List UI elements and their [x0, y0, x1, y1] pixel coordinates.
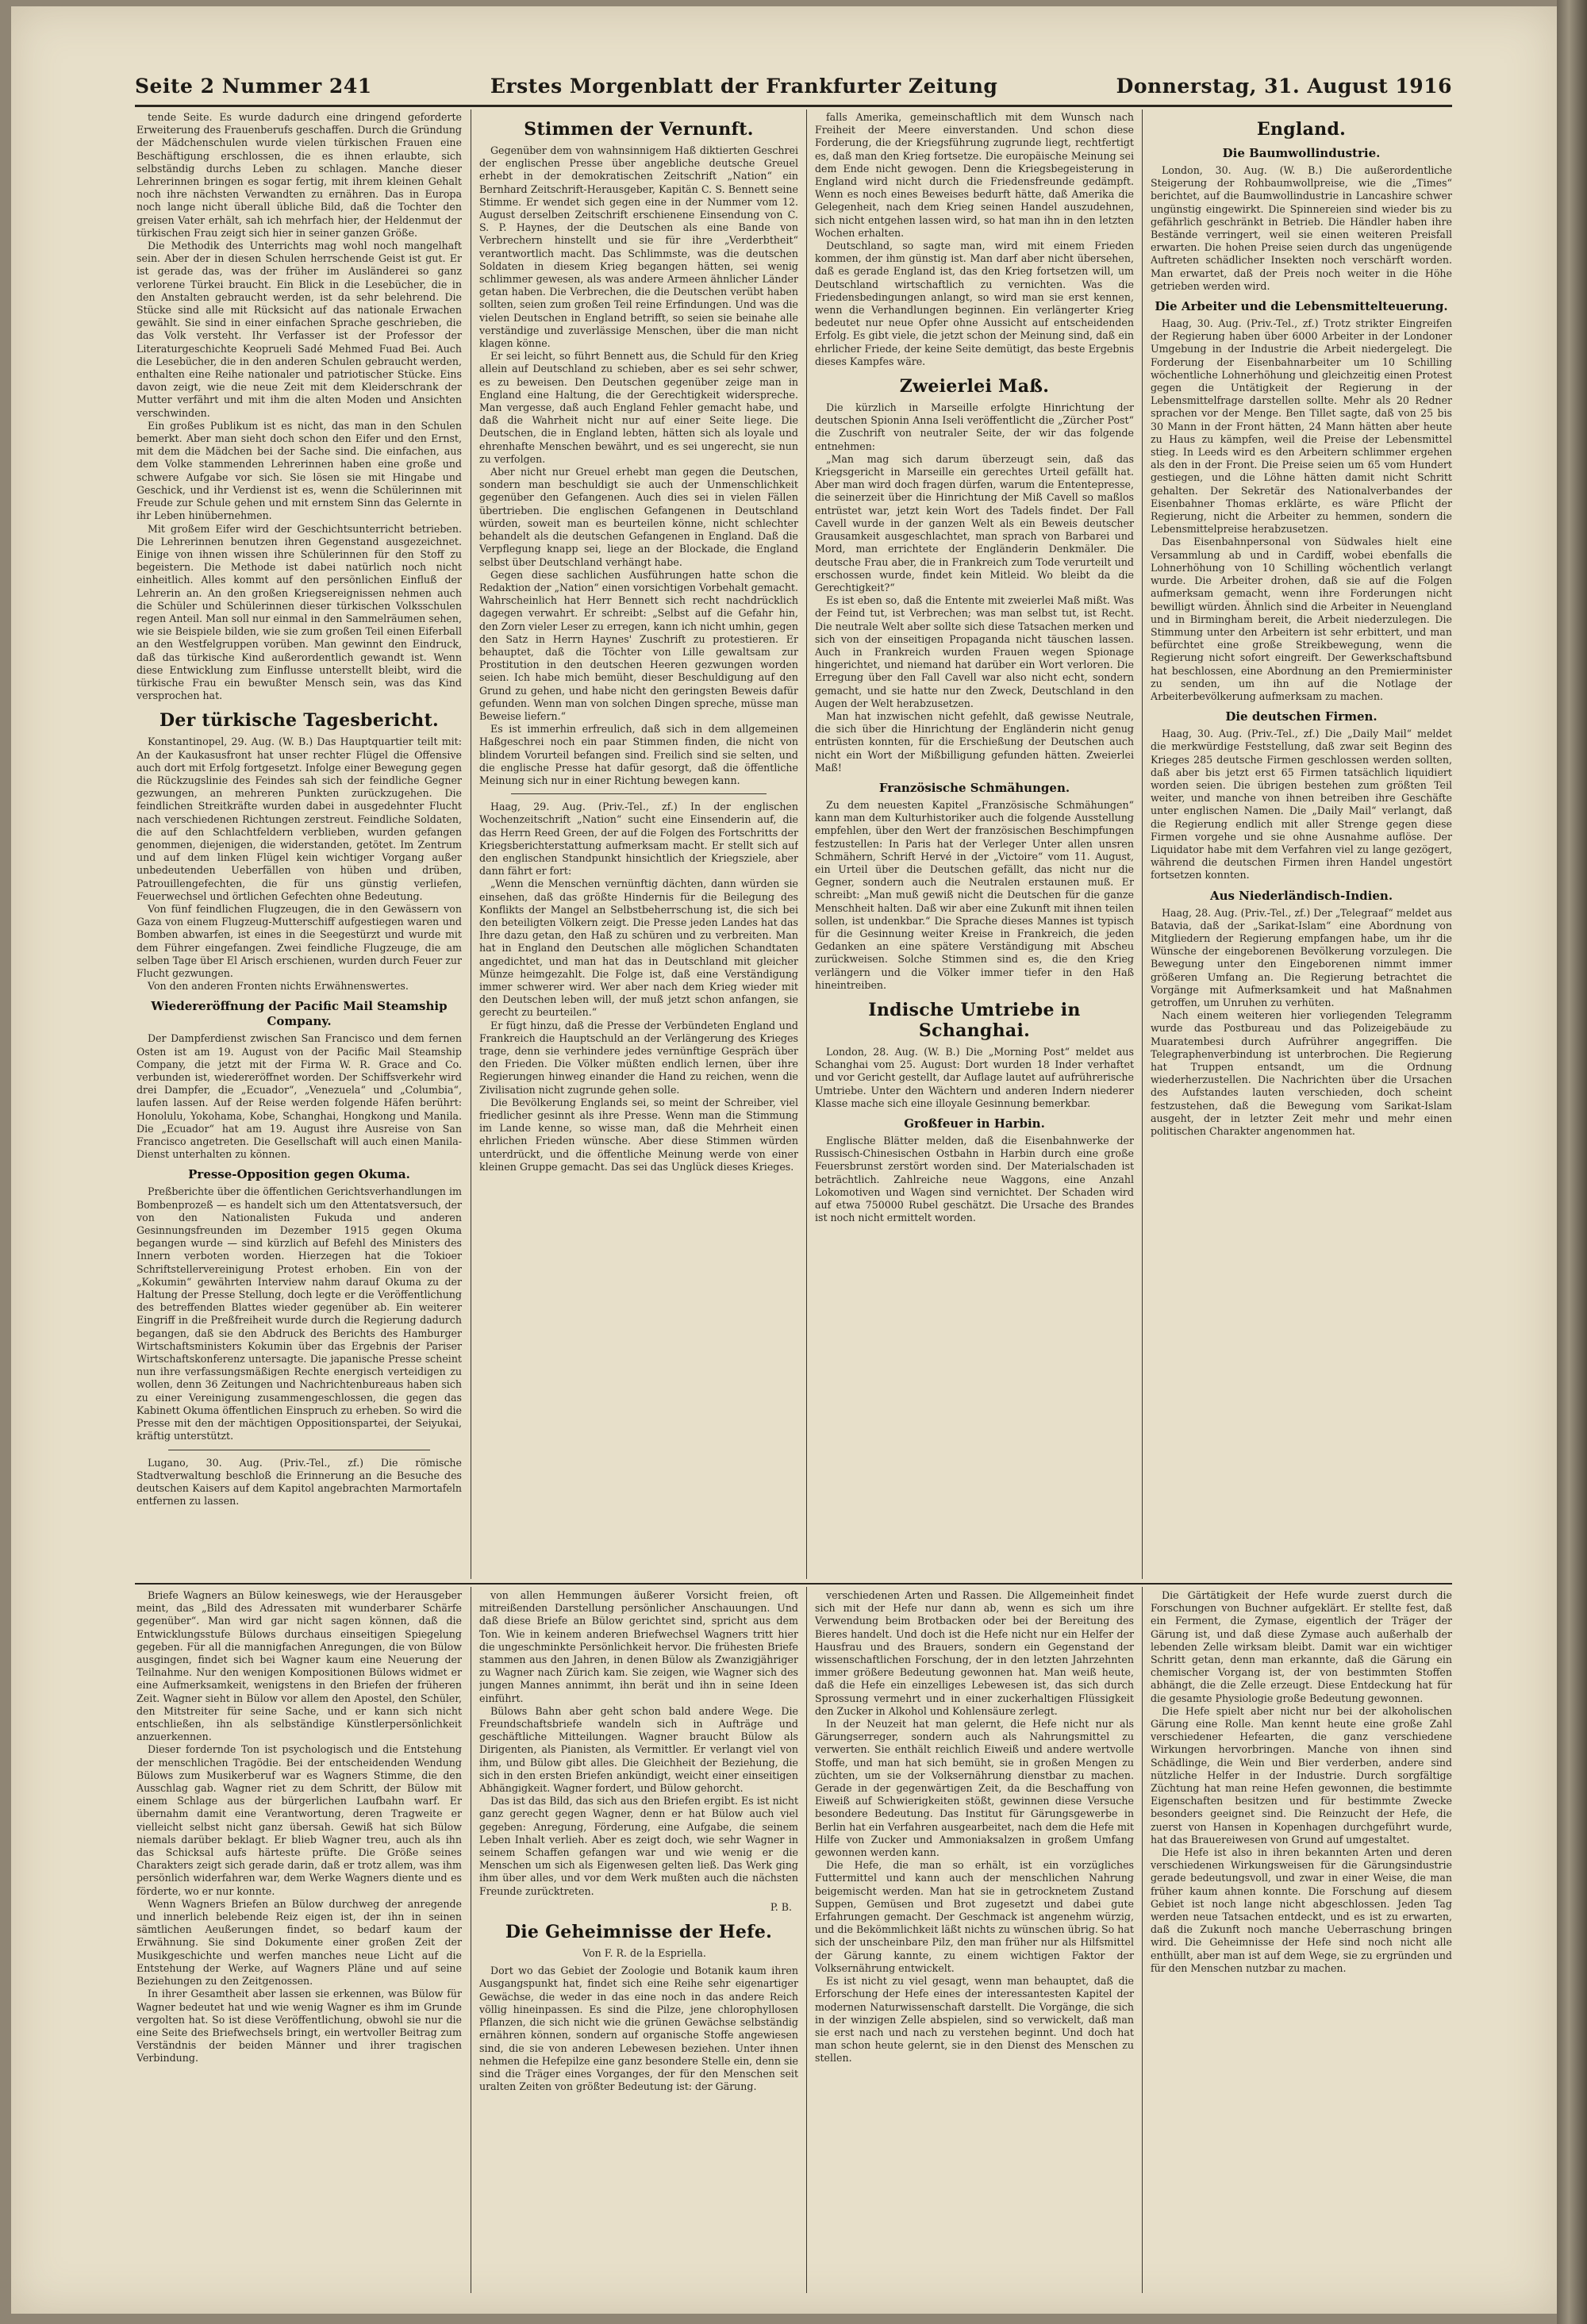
feuilleton-column — [136, 1589, 462, 2291]
paragraph: In ihrer Gesamtheit aber lassen sie erkennen, was Bülow für Wagner bedeutet hat und wie wenig Wagner es ihm im Grunde vergolten hat. So ist diese Veröffentlichung, obwohl sie nur die eine Seite des Briefwechsels bringt, ein wertvoller Beitrag zum Verständnis der beiden Männer und ihrer tragischen Verbindung. — [136, 1988, 462, 2065]
paragraph: Gegen diese sachlichen Ausführungen hatte schon die Redaktion der „Nation“ einen vorsichtigen Vorbehalt gemacht. Wahrscheinlich hat Herr Bennett sich recht nachdrücklich dagegen verwahrt. Er schreibt: „Selbst auf die Gefahr hin, den Zorn vieler Leser zu erregen, kann ich nicht umhin, gegen den Satz in Herrn Haynes' Zuschrift zu protestieren. Er behauptet, daß die Töchter von Lille gewaltsam zur Prostitution in den deutschen Heeren gezwungen worden seien. Ich habe mich bemüht, dieser Beschuldigung auf den Grund zu gehen, und habe nicht den geringsten Beweis dafür gefunden. Wenn man von solchen Dingen spreche, müsse man Beweise liefern.“ — [479, 568, 798, 722]
paragraph: „Wenn die Menschen vernünftig dächten, dann würden sie einsehen, daß das größte Hindernis für die Beilegung des Konflikts der Mangel an Selbstbeherrschung ist, die sich bei den beteiligten Völkern zeigt. Die Presse jeden Landes hat das Ihre dazu getan, den Haß zu schüren und zu verbreiten. Man hat in England den Deutschen alle möglichen Schandtaten angedichtet, und man hat das in Deutschland mit gleicher Münze heimgezahlt. Die Folge ist, daß eine Verständigung immer schwerer wird. Wer aber nach dem Krieg wieder mit den Deutschen leben will, der muß jetzt schon anfangen, sie gerecht zu beurteilen.“ — [479, 878, 798, 1019]
paragraph: Bülows Bahn aber geht schon bald andere Wege. Die Freundschaftsbriefe wandeln sich in Aufträge und geschäftliche Mitteilungen. Wagner braucht Bülow als Dirigenten, als Pianisten, als Vermittler. Er verlangt viel von ihm, und Bülow gibt alles. Die Gleichheit der Beziehung, die sich in den ersten Briefen ankündigt, weicht einer einseitigen Abhängigkeit. Wagner fordert, und Bülow gehorcht. — [479, 1704, 798, 1795]
paragraph: Zu dem neuesten Kapitel „Französische Schmähungen“ kann man dem Kulturhistoriker auch die folgende Ausstellung empfehlen, über den Wert der französischen Beschimpfungen festzustellen: In Paris hat der Verleger Unter allen unsren Schmähern, Schrift Hervé in der „Victoire“ vom 11. August, ein Urteil über die Deutschen gefällt, das nicht nur die Gegner, sondern auch die Neutralen erstaunen muß. Er schreibt: „Man muß gewiß nicht die Deutschen für die ganze Menschheit halten. Daß wir aber eine Zukunft mit ihnen teilen sollen, ist undenkbar.“ Die Sprache dieses Mannes ist typisch für die Gesinnung weiter Kreise in Frankreich, die jeden Gedanken an eine spätere Verständigung mit Abscheu zurückweisen. Solche Stimmen sind es, die den Krieg verlängern und die Völker immer tiefer in den Haß hineintreiben. — [815, 798, 1134, 991]
paragraph: von allen Hemmungen äußerer Vorsicht freien, oft mitreißenden Darstellung persönlicher Anschauungen. Und daß diese Briefe an Bülow gerichtet sind, spricht aus dem Ton. Wie in keinem anderen Briefwechsel Wagners tritt hier die ungeschminkte Persönlichkeit hervor. Die frühesten Briefe stammen aus den Jahren, in denen Bülow als Zwanzigjähriger zu Wagner nach Zürich kam. Sie zeigen, wie Wagner sich des jungen Mannes annimmt, ihn berät und ihn in seine Ideen einführt. — [479, 1589, 798, 1704]
next-page-edge — [1557, 0, 1587, 2324]
issue-date: Donnerstag, 31. August 1916 — [1116, 74, 1452, 98]
paragraph: Mit großem Eifer wird der Geschichtsunterricht betrieben. Die Lehrerinnen benutzen ihren Gegenstand ausgezeichnet. Einige von ihnen wissen ihre Schülerinnen für den Stoff zu begeistern. Die Methode ist dabei natürlich noch nicht einheitlich. Alles kommt auf den persönlichen Einfluß der Lehrerin an. An den großen Kriegsereignissen nehmen auch die Schüler und Schülerinnen dieser türkischen Volksschulen regen Anteil. Man soll nur einmal in den Sammelräumen sehen, wie sie Beispiele bilden, wie sie zum großen Teil einen Eiferball an den Westfelgruppen vorüben. Man gewinnt den Eindruck, daß das türkische Kind außerordentlich gewandt ist. Wenn diese Entwicklung zum Einflusse unterstellt bleibt, wird die türkische Frau ein bewußter Mensch sein, was das Kind versprochen hat. — [136, 522, 462, 702]
paragraph: Gegenüber dem von wahnsinnigem Haß diktierten Geschrei der englischen Presse über angebliche deutsche Greuel erhebt in der demokratischen Zeitschrift „Nation“ ein Bernhard Zeitschrift-Herausgeber, Kapitän C. S. Bennett seine Stimme. Er wendet sich gegen eine in der Nummer vom 12. August derselben Zeitschrift erschienene Einsendung von C. S. P. Haynes, der die Deutschen als eine Bande von Verbrechern hinstellt und sie für ihre „Verderbtheit“ verantwortlich macht. Das Schlimmste, was die deutschen Soldaten in diesem Krieg begangen hätten, sei wenig schlimmer gewesen, als was andere Armeen ähnlicher Länder getan haben. Die Verbrechen, die die Deutschen verübt haben sollten, seien zum großen Teil reine Erfindungen. Und was die vielen Deutschen in England betrifft, so seien sie beinahe alle verständige und zuverlässige Menschen, über die man nicht klagen könne. — [479, 144, 798, 350]
paragraph: Es ist immerhin erfreulich, daß sich in dem allgemeinen Haßgeschrei noch ein paar Stimmen finden, die nicht von blindem Vorurteil befangen sind. Freilich sind sie selten, und die englische Presse hat dafür gesorgt, daß die öffentliche Meinung sich nur in einer Richtung bewegen kann. — [479, 723, 798, 786]
paragraph: Ein großes Publikum ist es nicht, das man in den Schulen bemerkt. Aber man sieht doch schon den Eifer und den Ernst, mit dem die Mädchen bei der Sache sind. Die einfachen, aus dem Volke stammenden Lehrerinnen haben eine große und schwere Aufgabe vor sich. Sie lösen sie mit Hingabe und Geschick, und ihr Verdienst ist es, wenn die Schülerinnen mit Freude zur Schule gehen und mit ernstem Sinn das Gelernte in ihr Leben hinübernehmen. — [136, 419, 462, 522]
paragraph: Die Methodik des Unterrichts mag wohl noch mangelhaft sein. Aber der in diesen Schulen herrschende Geist ist gut. Er ist gerade das, was der früher im Ausländerei so ganz verlorene Türkei braucht. Ein Blick in die Lesebücher, die in den Anstalten gebraucht werden, ist da sehr belehrend. Die Stücke sind alle mit Rücksicht auf das nationale Erwachen gewählt. Sie sind in einer einfachen Sprache geschrieben, die das Volk versteht. Ihr Verfasser ist der Professor der Literaturgeschichte Keoprueli Sadé Mehmed Fuad Bei. Auch die Lesebücher, die in den anderen Schulen gebraucht werden, enthalten eine Reihe nationaler und patriotischer Stücke. Eins davon zeigt, wie die neue Zeit mit dem Kleiderschrank der Mutter verfährt und mit ihm die alten Moden und Ansichten verschwinden. — [136, 240, 462, 419]
headline: Indische Umtriebe in Schanghai. — [868, 1000, 1081, 1041]
column-rule — [1142, 1587, 1143, 2293]
paragraph: Er fügt hinzu, daß die Presse der Verbündeten England und Frankreich die Hauptschuld an der Verlängerung des Krieges trage, denn sie verhindere jedes vernünftige Gespräch über den Frieden. Die Völker müßten endlich lernen, über ihre Regierungen hinweg einander die Hand zu reichen, wenn die Zivilisation nicht zugrunde gehen solle. — [479, 1019, 798, 1096]
subheadline: Presse-Opposition gegen Okuma. — [188, 1167, 410, 1182]
paragraph: Die Bevölkerung Englands sei, so meint der Schreiber, viel friedlicher gesinnt als ihre Presse. Wenn man die Stimmung im Lande kenne, so wisse man, daß die Mehrheit einen ehrlichen Frieden wünsche. Aber diese Stimmen würden unterdrückt, und die öffentliche Meinung werde von einer kleinen Gruppe gemacht. Das sei das Unglück dieses Krieges. — [479, 1096, 798, 1173]
paragraph: Nach einem weiteren hier vorliegenden Telegramm wurde das Postbureau und das Polizeigebäude zu Muaratembesi durch Aufrührer angegriffen. Die Telegraphenverbindung ist unterbrochen. Die Regierung hat Truppen entsandt, um die Ordnung wiederherzustellen. Die Nachrichten über die Ursachen des Aufstandes lauten verschieden, doch scheint festzustehen, daß die Bewegung vom Sarikat-Islam ausgeht, der in letzter Zeit mehr und mehr einen politischen Charakter angenommen hat. — [1151, 1009, 1452, 1138]
paragraph: „Man mag sich darum überzeugt sein, daß das Kriegsgericht in Marseille ein gerechtes Urteil gefällt hat. Aber man wird doch fragen dürfen, warum die Ententepresse, die seinerzeit über die Hinrichtung der Miß Cavell so maßlos entrüstet war, jetzt kein Wort des Tadels findet. Der Fall Cavell wurde in der ganzen Welt als ein Beweis deutscher Grausamkeit ausgeschlachtet, man sprach von Barbarei und Mord, man errichtete der Engländerin Denkmäler. Die deutsche Frau aber, die in Frankreich zum Tode verurteilt und erschossen wurde, findet kein Mitleid. Wo bleibt da die Gerechtigkeit?“ — [815, 452, 1134, 593]
paragraph: falls Amerika, gemeinschaftlich mit dem Wunsch nach Freiheit der Meere einverstanden. Und schon diese Forderung, die der Kriegsführung zugrunde liegt, rechtfertigt es, daß man den Krieg fortsetze. Die europäische Meinung sei dem Ende nicht gewogen. Denn die Kriegsbegeisterung in England wird nicht durch die Friedensfreunde gedämpft. Wenn es noch eines Beweises bedurft hätte, daß Amerika die Gelegenheit, nach dem Krieg seinen Handel auszudehnen, sich nicht entgehen lassen wird, so hat man ihn in den letzten Wochen erhalten. — [815, 111, 1134, 239]
subheadline: Die Baumwollindustrie. — [1222, 146, 1381, 160]
paragraph: tende Seite. Es wurde dadurch eine dringend geforderte Erweiterung des Frauenberufs geschaffen. Durch die Gründung der Mädchenschulen wurde vielen türkischen Frauen eine Beschäftigung erschlossen, die es ihnen erlaubte, sich selbständig durchs Leben zu schlagen. Manche dieser Lehrerinnen bringen es sogar fertig, mit ihrem kleinen Gehalt noch ihre nächsten Verwandten zu ernähren. Das in Europa noch lange nicht überall übliche Bild, daß die Tochter den greisen Vater erhält, sah ich mehrfach hier, der Heldenmut der türkischen Frau zeigt sich hier in seiner ganzen Größe. — [136, 111, 462, 239]
paragraph: Es ist eben so, daß die Entente mit zweierlei Maß mißt. Was der Feind tut, ist Verbrechen; was man selbst tut, ist Recht. Die neutrale Welt aber sollte sich diese Tatsachen merken und sich von der einseitigen Propaganda nicht täuschen lassen. Auch in Frankreich wurden Frauen wegen Spionage hingerichtet, und niemand hat darüber ein Wort verloren. Die Erregung über den Fall Cavell war also nicht echt, sondern gemacht, und sie hatte nur den Zweck, Deutschland in den Augen der Welt herabzusetzen. — [815, 594, 1134, 709]
headline: Die Geheimnisse der Hefe. — [505, 1922, 773, 1943]
byline: Von F. R. de la Espriella. — [582, 1947, 706, 1960]
newspaper-title: Erstes Morgenblatt der Frankfurter Zeitung — [490, 74, 998, 98]
paragraph: Konstantinopel, 29. Aug. (W. B.) Das Hauptquartier teilt mit: An der Kaukasusfront hat unser rechter Flügel die Offensive auch dort mit Erfolg fortgesetzt. Infolge einer Bewegung gegen die Rückzugslinie des Feindes sah sich der feindliche Gegner gezwungen, an mehreren Punkten zurückzugehen. Die feindlichen Streitkräfte wurden dabei in ausgedehnter Flucht nach verschiedenen Richtungen zerstreut. Feindliche Soldaten, die auf den Schlachtfeldern verblieben, wurden gefangen genommen, diejenigen, die widerstanden, getötet. Im Zentrum und auf dem linken Flügel kein wichtiger Vorgang außer unbedeutenden Ueberfällen von hüben und drüben, Patrouillengefechten, die für uns günstig verliefen, Feuerwechsel und örtlichen Gefechten ohne Bedeutung. — [136, 736, 462, 902]
paragraph: Die Gärtätigkeit der Hefe wurde zuerst durch die Forschungen von Buchner aufgeklärt. Er stellte fest, daß ein Ferment, die Zymase, eigentlich der Träger der Gärung ist, und daß diese Zymase auch außerhalb der lebenden Zelle wirksam bleibt. Damit war ein wichtiger Schritt getan, denn man erkannte, daß die Gärung ein chemischer Vorgang ist, der von bestimmten Stoffen abhängt, die die Zelle erzeugt. Diese Entdeckung hat für die gesamte Physiologie große Bedeutung gewonnen. — [1151, 1589, 1452, 1704]
article-column — [815, 111, 1134, 1579]
paragraph: In der Neuzeit hat man gelernt, die Hefe nicht nur als Gärungserreger, sondern auch als Nahrungsmittel zu verwerten. Sie enthält reichlich Eiweiß und andere wertvolle Stoffe, und man hat sich bemüht, sie in großen Mengen zu züchten, um sie der Volksernährung dienstbar zu machen. Gerade in der gegenwärtigen Zeit, da die Beschaffung von Eiweiß auf Schwierigkeiten stößt, gewinnen diese Versuche besondere Bedeutung. Das Institut für Gärungsgewerbe in Berlin hat ein Verfahren ausgearbeitet, nach dem die Hefe mit Hilfe von Zucker und Ammoniaksalzen in großem Umfang gewonnen werden kann. — [815, 1718, 1134, 1859]
column-rule — [806, 109, 807, 1579]
paragraph: Preßberichte über die öffentlichen Gerichtsverhandlungen im Bombenprozeß — es handelt sich um den Attentatsversuch, der von den Nationalisten Fukuda und anderen Gesinnungsfreunden im Dezember 1915 gegen Okuma begangen wurde — sind kürzlich auf Befehl des Ministers des Innern verboten worden. Hierzegen hat die Tokioer Schriftstellervereinigung Protest erhoben. Ein von der „Kokumin“ gewährten Interview nahm darauf Okuma zu der Haltung der Presse Stellung, doch legte er die Veröffentlichung des betreffenden Blattes wieder gegenüber ab. Ein weiterer Eingriff in die Preßfreiheit wurde durch die Regierung dadurch begangen, daß sie den Abdruck des Berichts des Hamburger Wirtschaftsministers Kokumin über das Ergebnis der Pariser Wirtschaftskonferenz untersagte. Die japanische Presse scheint nun ihre verfassungsmäßigen Rechte energisch verteidigen zu wollen, denn 36 Zeitungen und Nachrichtenbureaus haben sich zu einer Vereinigung zusammengeschlossen, die gegen das Kabinett Okuma öffentlichen Einspruch zu erheben. So wird die Presse mit den der mächtigen Oppositionspartei, der Seiyukai, kräftig unterstützt. — [136, 1185, 462, 1442]
section-divider-rule — [135, 1583, 1452, 1585]
signature: P. B. — [770, 1900, 792, 1913]
paragraph: Wenn Wagners Briefen an Bülow durchweg der anregende und innerlich belebende Reiz eigen ist, der ihn in seinen sämtlichen Aeußerungen findet, so bedarf kaum der Erwähnung. Sie sind Dokumente einer großen Zeit der Musikgeschichte und werfen manches neue Licht auf die Entstehung der Werke, auf Wagners Pläne und auf seine Beziehungen zu den Zeitgenossen. — [136, 1897, 462, 1988]
subheadline: Aus Niederländisch-Indien. — [1209, 888, 1393, 903]
paragraph: Die kürzlich in Marseille erfolgte Hinrichtung der deutschen Spionin Anna Iseli veröffentlicht die „Zürcher Post“ die Zuschrift von neutraler Seite, der wir das folgende entnehmen: — [815, 401, 1134, 452]
article-column — [479, 111, 798, 1579]
subheadline: Französische Schmähungen. — [878, 780, 1070, 795]
paragraph: Von fünf feindlichen Flugzeugen, die in den Gewässern von Gaza von einem Flugzeug-Mutterschiff aufgestiegen waren und Bomben abwarfen, ist eines in die Seegestürzt und wurde mit dem Führer eingefangen. Zwei feindliche Flugzeuge, die am selben Tage über El Arisch erschienen, wurden durch Feuer zur Flucht gezwungen. — [136, 902, 462, 979]
article-column — [1151, 111, 1452, 1579]
feuilleton-column — [815, 1589, 1134, 2291]
column-rule — [806, 1587, 807, 2293]
paragraph: London, 28. Aug. (W. B.) Die „Morning Post“ meldet aus Schanghai vom 25. August: Dort wurden 18 Inder verhaftet und vor Gericht gestellt, dar Auflage lautet auf aufrührerische Umtriebe. Unter den Wächtern und anderen Indern niederer Klasse mache sich eine illoyale Gesinnung bemerkbar. — [815, 1046, 1134, 1109]
article-column — [136, 111, 462, 1579]
paragraph: Briefe Wagners an Bülow keineswegs, wie der Herausgeber meint, das „Bild des Adressaten mit wunderbarer Schärfe gegenüber“. Man wird gar nicht sagen können, daß die Entwicklungsstufe Bülows durchaus einseitigen Spiegelung gegeben. Für all die mannigfachen Anregungen, die von Bülow ausgingen, findet sich bei Wagner kaum eine Neuerung der Teilnahme. Nur den wenigen Kompositionen Bülows widmet er eine Aufmerksamkeit, wenigstens in den Briefen der früheren Zeit. Wagner sieht in Bülow vor allem den Apostel, den Schüler, den Mitstreiter für seine Sache, und er kann sich nicht entschließen, ihn als selbständige Künstlerpersönlichkeit anzuerkennen. — [136, 1589, 462, 1743]
paragraph: Haag, 28. Aug. (Priv.-Tel., zf.) Der „Telegraaf“ meldet aus Batavia, daß der „Sarikat-Islam“ eine Abordnung von Mitgliedern der Regierung empfangen habe, um ihr die Wünsche der eingeborenen Bevölkerung vorzulegen. Die Bewegung unter den Eingeborenen nimmt immer größeren Umfang an. Die Regierung betrachtet die Vorgänge mit Aufmerksamkeit und hat Maßnahmen getroffen, um Unruhen zu verhüten. — [1151, 906, 1452, 1008]
paragraph: Die Hefe, die man so erhält, ist ein vorzügliches Futtermittel und kann auch der menschlichen Nahrung beigemischt werden. Man hat sie in getrocknetem Zustand Suppen, Gemüsen und Brot zugesetzt und dabei gute Erfahrungen gemacht. Der Geschmack ist angenehm würzig, und die Bekömmlichkeit läßt nichts zu wünschen übrig. So hat sich der unscheinbare Pilz, den man früher nur als Hilfsmittel der Gärung kannte, zu einem wichtigen Faktor der Volksernährung entwickelt. — [815, 1859, 1134, 1974]
paragraph: Die Hefe ist also in ihren bekannten Arten und deren verschiedenen Wirkungsweisen für die Gärungsindustrie gerade bedeutungsvoll, und zwar in einer Weise, die man früher kaum ahnen konnte. Die Forschung auf diesem Gebiet ist noch lange nicht abgeschlossen. Jeden Tag werden neue Tatsachen entdeckt, und es ist zu erwarten, daß die Zukunft noch manche Ueberraschung bringen wird. Die Geheimnisse der Hefe sind noch nicht alle enthüllt, aber man ist auf dem Wege, sie zu ergründen und für den Menschen nutzbar zu machen. — [1151, 1846, 1452, 1974]
masthead-rule — [135, 105, 1452, 107]
feuilleton-column — [1151, 1589, 1452, 2291]
headline: Der türkische Tagesbericht. — [159, 710, 440, 732]
headline: Zweierlei Maß. — [899, 376, 1050, 398]
feuilleton-column — [479, 1589, 798, 2291]
column-rule — [1142, 109, 1143, 1579]
subheadline: Wiedereröffnung der Pacific Mail Steamship Company. — [151, 999, 448, 1029]
paragraph: Das ist das Bild, das sich aus den Briefen ergibt. Es ist nicht ganz gerecht gegen Wagner, denn er hat Bülow auch viel gegeben: Anregung, Förderung, eine Aufgabe, die seinem Leben Inhalt verlieh. Aber es zeigt doch, wie sehr Wagner in seinem Schaffen gefangen war und wie wenig er die Menschen um sich als Eigenwesen gelten ließ. Das Werk ging ihm über alles, und vor dem Werk mußten auch die nächsten Freunde zurücktreten. — [479, 1795, 798, 1897]
paragraph: verschiedenen Arten und Rassen. Die Allgemeinheit findet sich mit der Hefe nur dann ab, wenn es sich um ihre Verwendung beim Brotbacken oder bei der Bereitung des Bieres handelt. Und doch ist die Hefe nicht nur ein Helfer der Hausfrau und des Brauers, sondern ein Gegenstand der wissenschaftlichen Forschung, der in den letzten Jahrzehnten immer größere Bedeutung gewonnen hat. Man weiß heute, daß die Hefe ein einzelliges Lebewesen ist, das sich durch Sprossung vermehrt und in einer zuckerhaltigen Flüssigkeit den Zucker in Alkohol und Kohlensäure zerlegt. — [815, 1589, 1134, 1717]
headline: England. — [1256, 119, 1347, 140]
paragraph: Lugano, 30. Aug. (Priv.-Tel., zf.) Die römische Stadtverwaltung beschloß die Erinnerung an die Besuche des deutschen Kaisers auf dem Kapitol angebrachten Marmortafeln entfernen zu lassen. — [136, 1456, 462, 1508]
headline: Stimmen der Vernunft. — [524, 119, 754, 140]
paragraph: London, 30. Aug. (W. B.) Die außerordentliche Steigerung der Rohbaumwollpreise, wie die „Times“ berichtet, auf die Baumwollindustrie in Lancashire schwer ungünstig eingewirkt. Die Spinnereien sind wieder bis zu gefährlich geschränkt in Betrieb. Die Händler haben ihre Bestände verringert, weil sie einen weiteren Preisfall erwarten. Die hohen Preise seien durch das ungenügende Auftreten schädlicher Insekten noch verschärft worden. Man erwartet, daß der Preis noch weiter in die Höhe getrieben werden wird. — [1151, 164, 1452, 292]
page-number: Seite 2 Nummer 241 — [135, 74, 372, 98]
paragraph: Man hat inzwischen nicht gefehlt, daß gewisse Neutrale, die sich über die Hinrichtung der Engländerin nicht genug entrüsten konnten, für die Erschießung der Deutschen auch nicht ein Wort der Mißbilligung gefunden hätten. Zweierlei Maß! — [815, 709, 1134, 774]
paragraph: Dort wo das Gebiet der Zoologie und Botanik kaum ihren Ausgangspunkt hat, findet sich eine Reihe sehr eigenartiger Gewächse, die weder in das eine noch in das andere Reich völlig hineinpassen. Es sind die Pilze, jene chlorophyllosen Pflanzen, die sich nicht wie die grünen Gewächse selbständig ernähren können, sondern auf organische Stoffe angewiesen sind, die sie von anderen Lebewesen beziehen. Unter ihnen nehmen die Hefepilze eine ganz besondere Stelle ein, denn sie sind die Träger eines Vorganges, der für den Menschen seit uralten Zeiten von größter Bedeutung ist: der Gärung. — [479, 1965, 798, 2093]
paragraph: Aber nicht nur Greuel erhebt man gegen die Deutschen, sondern man beschuldigt sie auch der Unmenschlichkeit gegenüber den Gefangenen. Auch dies sei in vielen Fällen übertrieben. Die englischen Gefangenen in Deutschland würden, soweit man es beurteilen könne, nicht schlechter behandelt als die deutschen Gefangenen in England. Daß die Verpflegung knapp sei, liege an der Blockade, die England selbst über Deutschland verhängt habe. — [479, 466, 798, 568]
paragraph: Das Eisenbahnpersonal von Südwales hielt eine Versammlung ab und in Cardiff, wobei ebenfalls die Lohnerhöhung von 10 Schilling wöchentlich verlangt wurde. Die Arbeiter drohen, daß sie auf die Folgen aufmerksam gemacht, wenn ihre Forderungen nicht bewilligt würden. Ähnlich sind die Arbeiter in Neuengland und in Birmingham bereit, die Arbeit niederzulegen. Die Stimmung unter den Arbeitern ist sehr erbittert, und man befürchtet eine große Streikbewegung, wenn die Regierung nicht sofort eingreift. Der Gewerkschaftsbund hat beschlossen, eine Abordnung an den Premierminister zu senden, um ihn auf die Notlage der Arbeiterbevölkerung aufmerksam zu machen. — [1151, 536, 1452, 702]
subheadline: Die Arbeiter und die Lebensmittelteuerung. — [1155, 299, 1448, 314]
subheadline: Großfeuer in Harbin. — [904, 1116, 1045, 1131]
paragraph: Haag, 30. Aug. (Priv.-Tel., zf.) Trotz strikter Eingreifen der Regierung haben über 6000 Arbeiter in der Londoner Umgebung in der Industrie die Arbeit niedergelegt. Die Forderung der Eisenbahnarbeiter um 10 Schilling wöchentliche Lohnerhöhung und gleichzeitig einen Protest gegen die Untätigkeit der Regierung in der Lebensmittelfrage darstellen sollte. Mehr als 20 Redner sprachen vor der Menge. Ben Tillet sagte, daß von 25 bis 30 Mann in der Front hätten, 24 Mann hätten aber heute zu Haus zu kämpfen, weil die Preise der Lebensmittel stieg. In Leeds wird es den Arbeitern schlimmer ergehen als den in der Front. Die Preise seien um 65 vom Hundert gestiegen, und die Löhne hätten damit nicht Schritt gehalten. Der Sekretär des Nationalverbandes der Eisenbahner Thomas erklärte, es wäre Pflicht der Regierung, nicht die Arbeiter zu hemmen, sondern die Lebensmittelpreise herabzusetzen. — [1151, 317, 1452, 536]
paragraph: Haag, 29. Aug. (Priv.-Tel., zf.) In der englischen Wochenzeitschrift „Nation“ sucht eine Einsenderin auf, die das Herrn Reed Green, der auf die Folgen des Fortschritts der Kriegsberichterstattung aufmerksam macht. Er stellt sich auf den englischen Standpunkt hinsichtlich der Kriegsziele, aber dann fährt er fort: — [479, 801, 798, 878]
paragraph: Englische Blätter melden, daß die Eisenbahnwerke der Russisch-Chinesischen Ostbahn in Harbin durch eine große Feuersbrunst zerstört worden sind. Der Materialschaden ist beträchtlich. Zahlreiche neue Waggons, eine Anzahl Lokomotiven und Wagen sind vernichtet. Der Schaden wird auf etwa 750000 Rubel geschätzt. Die Ursache des Brandes ist noch nicht ermittelt worden. — [815, 1135, 1134, 1224]
paragraph: Der Dampferdienst zwischen San Francisco und dem fernen Osten ist am 19. August von der Pacific Mail Steamship Company, die jetzt mit der Firma W. R. Grace and Co. verbunden ist, wiedereröffnet worden. Der Schiffsverkehr wird drei Dampfer, die „Ecuador“, „Venezuela“ und „Columbia“, laufen lassen. Auf der Reise werden folgende Häfen berührt: Honolulu, Yokohama, Kobe, Schanghai, Hongkong und Manila. Die „Ecuador“ hat am 19. August ihre Ausreise von San Francisco angetreten. Die Gesellschaft will auch einen Manila-Dienst unterhalten zu können. — [136, 1032, 462, 1161]
paragraph: Dieser fordernde Ton ist psychologisch und die Entstehung der menschlichen Tragödie. Bei der entscheidenden Wendung Bülows zum Musikerberuf war es Wagners Stimme, die den Ausschlag gab. Wagner riet zu dem Schritt, der Bülow mit einem Schlage aus der bürgerlichen Laufbahn warf. Er übernahm damit eine Verantwortung, deren Tragweite er vielleicht selbst nicht ganz übersah. Gewiß hat sich Bülow niemals darüber beklagt. Er blieb Wagner treu, auch als ihn das Schicksal aufs härteste prüfte. Die Größe seines Charakters zeigt sich gerade darin, daß er trotz allem, was ihm persönlich widerfahren war, dem Werke Wagners diente und es förderte, wo er nur konnte. — [136, 1743, 462, 1897]
article-separator-rule — [511, 793, 767, 794]
paragraph: Von den anderen Fronten nichts Erwähnenswertes. — [148, 980, 409, 993]
masthead — [135, 70, 1452, 102]
paragraph: Er sei leicht, so führt Bennett aus, die Schuld für den Krieg allein auf Deutschland zu schieben, aber es sei sehr schwer, es zu beweisen. Den Deutschen gegenüber zeige man in England eine Haltung, die der Gerechtigkeit widerspreche. Man vergesse, daß auch England Fehler gemacht habe, und daß die Wahrheit nicht nur auf einer Seite liege. Die Deutschen, die in England lebten, hätten sich als loyale und ehrenhafte Menschen bewährt, und es sei ungerecht, sie nun zu verfolgen. — [479, 350, 798, 465]
paragraph: Haag, 30. Aug. (Priv.-Tel., zf.) Die „Daily Mail“ meldet die merkwürdige Feststellung, daß zwar seit Beginn des Krieges 285 deutsche Firmen geschlossen werden sollten, daß aber bis jetzt erst 65 Firmen tatsächlich liquidiert worden seien. Die übrigen bestehen zum größten Teil weiter, und manche von ihnen betreiben ihre Geschäfte unter englischen Namen. Die „Daily Mail“ verlangt, daß die Regierung endlich mit aller Strenge gegen diese Firmen vorgehe und sie ohne Ausnahme auflöse. Der Liquidator habe mit dem Verfahren viel zu lange gezögert, während die deutschen Firmen ihren Handel ungestört fortsetzen konnten. — [1151, 728, 1452, 882]
paragraph: Die Hefe spielt aber nicht nur bei der alkoholischen Gärung eine Rolle. Man kennt heute eine große Zahl verschiedener Hefearten, die ganz verschiedene Wirkungen hervorbringen. Manche von ihnen sind Schädlinge, die Wein und Bier verderben, andere sind nützliche Helfer in der Industrie. Durch sorgfältige Züchtung hat man reine Hefen gewonnen, die bestimmte Eigenschaften besitzen und für bestimmte Zwecke besonders geeignet sind. Die Reinzucht der Hefe, die zuerst von Hansen in Kopenhagen durchgeführt wurde, hat das Brauereiwesen von Grund auf umgestaltet. — [1151, 1704, 1452, 1846]
subheadline: Die deutschen Firmen. — [1225, 709, 1378, 724]
paragraph: Es ist nicht zu viel gesagt, wenn man behauptet, daß die Erforschung der Hefe eines der interessantesten Kapitel der modernen Naturwissenschaft darstellt. Die Vorgänge, die sich in der winzigen Zelle abspielen, sind so verwickelt, daß man sie erst nach und nach zu verstehen beginnt. Und doch hat man schon heute gelernt, sie in den Dienst des Menschen zu stellen. — [815, 1975, 1134, 2065]
paragraph: Deutschland, so sagte man, wird mit einem Frieden kommen, der ihm günstig ist. Man darf aber nicht übersehen, daß es gerade England ist, das den Krieg fortsetzen will, um Deutschland wirtschaftlich zu vernichten. Was die Friedensbedingungen anlangt, so wird man sie erst kennen, wenn die Verhandlungen beginnen. Ein verlängerter Krieg bedeutet nur neue Opfer ohne Aussicht auf entscheidenden Erfolg. Es gibt viele, die jetzt schon der Meinung sind, daß ein ehrlicher Friede, der keine Seite demütigt, das beste Ergebnis dieses Kampfes wäre. — [815, 240, 1134, 367]
